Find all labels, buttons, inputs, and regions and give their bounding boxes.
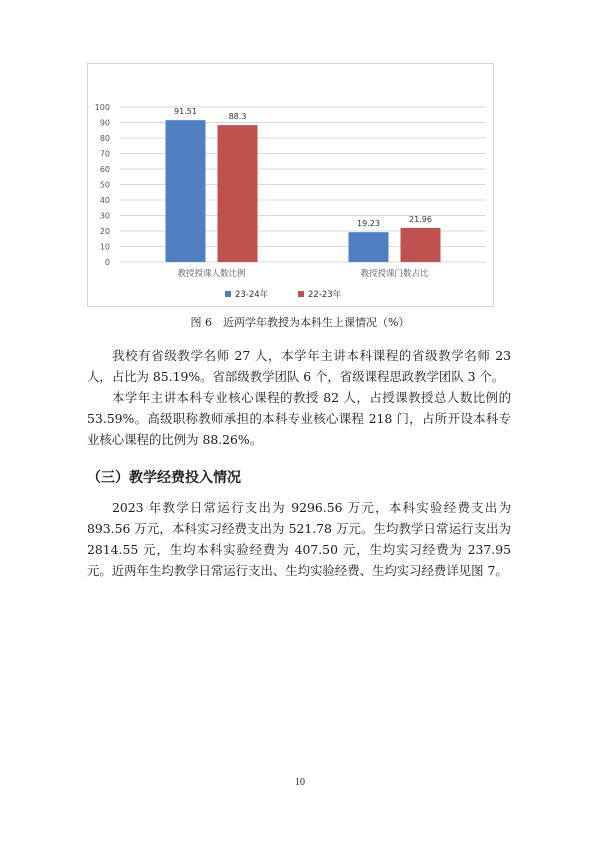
section-heading: （三）教学经费投入情况 — [87, 470, 241, 486]
y-tick-label: 0 — [104, 258, 110, 267]
bar — [218, 125, 258, 262]
y-tick-label: 20 — [99, 227, 110, 236]
data-label: 19.23 — [357, 219, 380, 229]
y-tick-label: 50 — [99, 180, 110, 190]
y-tick-label: 90 — [99, 118, 110, 128]
legend-swatch — [225, 291, 231, 297]
data-label: 91.51 — [174, 107, 197, 117]
legend-swatch — [298, 291, 304, 297]
y-tick-label: 60 — [99, 165, 110, 174]
data-label: 21.96 — [409, 214, 432, 224]
bar — [401, 228, 441, 262]
y-tick-label: 70 — [99, 149, 110, 159]
paragraph-funding: 2023 年教学日常运行支出为 9296.56 万元，本科实验经费支出为 893.56 万元，本科实习经费支出为 521.78 万元。生均教学日常运行支出为 2814.55 元，生均本科实验经费为 407.50 元，生均实习经费为 237.95 元。近两年生均教学日常运行支出、生均实验经费、生均实习经费详见图 7。 — [87, 500, 511, 578]
x-category-label: 教授授课门数占比 — [360, 269, 429, 279]
paragraph-core-courses: 本学年主讲本科专业核心课程的教授 82 人，占授课教授总人数比例的 53.59%。高级职称教师承担的本科专业核心课程 218 门，占所开设本科专业核心课程的比例为 88.26%。 — [87, 390, 511, 447]
chart-frame — [87, 63, 494, 307]
page-number: 10 — [295, 777, 305, 788]
y-tick-label: 80 — [99, 134, 110, 143]
bar — [349, 232, 389, 262]
figure-caption: 图 6 近两学年教授为本科生上课情况（%） — [190, 316, 410, 329]
y-tick-label: 30 — [99, 211, 110, 221]
data-label: 88.3 — [228, 112, 247, 122]
x-category-label: 教授授课人数比例 — [177, 269, 246, 279]
y-tick-label: 100 — [94, 103, 110, 112]
paragraph-famous-teachers: 我校有省级教学名师 27 人，本学年主讲本科课程的省级教学名师 23 人，占比为 85.19%。省部级教学团队 6 个，省级课程思政教学团队 3 个。 — [87, 348, 511, 384]
legend-label: 22-23年 — [308, 290, 342, 300]
bar — [166, 120, 206, 262]
legend-label: 23-24年 — [235, 290, 269, 300]
bar-chart — [88, 64, 495, 308]
y-tick-label: 40 — [99, 196, 110, 205]
y-tick-label: 10 — [99, 242, 110, 252]
